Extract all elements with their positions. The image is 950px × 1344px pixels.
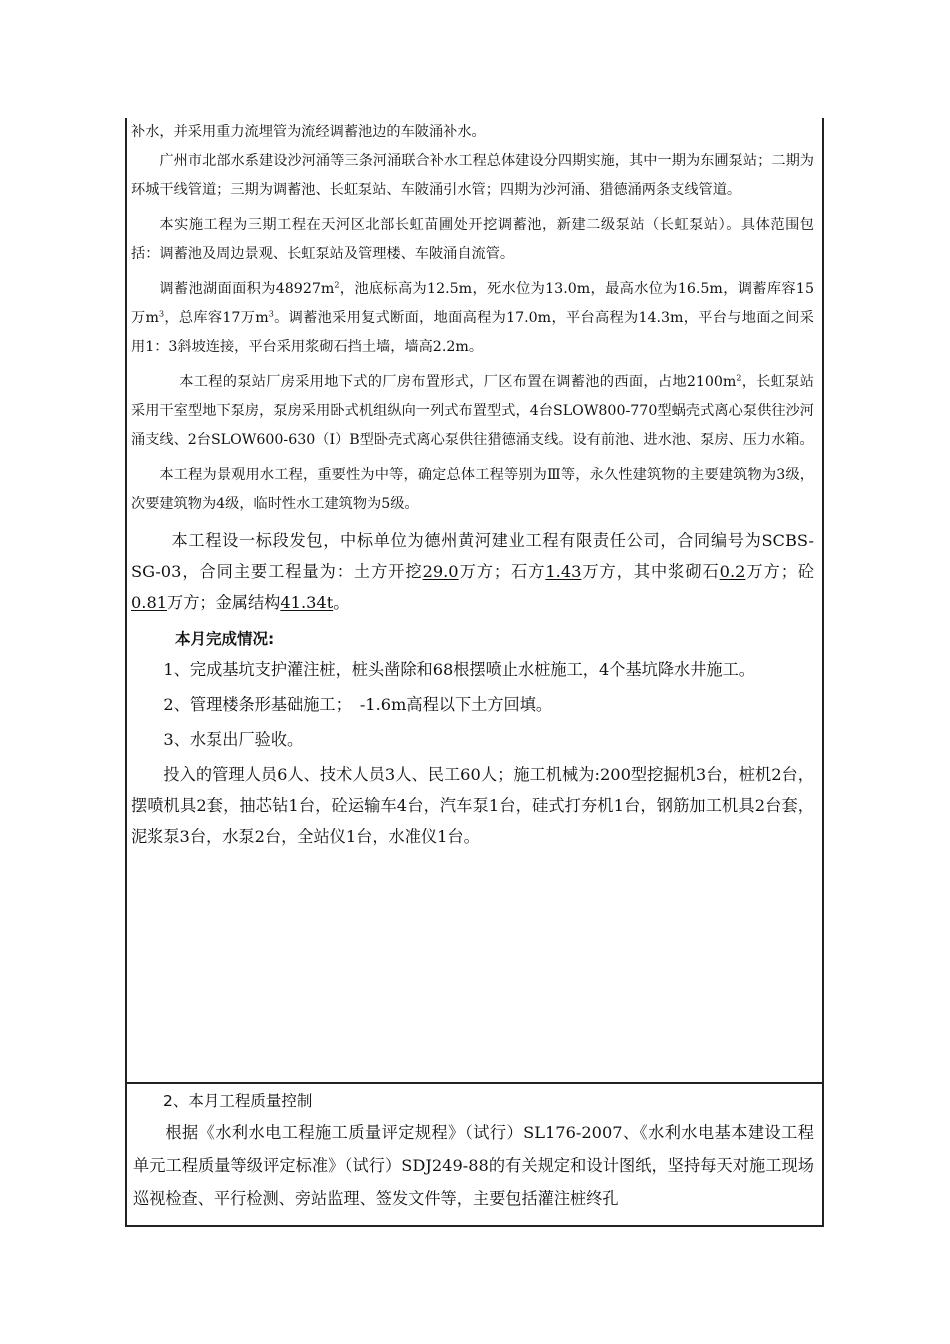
earthwork-value: 29.0 bbox=[422, 562, 459, 581]
quality-paragraph: 根据《水利水电工程施工质量评定规程》（试行）SL176-2007、《水利水电基本建设工程单元工程质量等级评定标准》（试行）SDJ249-88的有关规定和设计图纸，坚持每天对施工现场巡视检查、平行检测、旁站监理、签发文件等，主要包括灌注桩终孔 bbox=[133, 1123, 814, 1208]
stonework-value: 1.43 bbox=[545, 562, 582, 581]
intro-paragraph-5: 本工程为景观用水工程，重要性为中等，确定总体工程等别为Ⅲ等，永久性建筑物的主要建筑物为3级，次要建筑物为4级，临时性水工建筑物为5级。 bbox=[131, 467, 814, 512]
monthly-item-1: 1、完成基坑支护灌注桩，桩头凿除和68根摆喷止水桩施工，4个基坑降水井施工。 bbox=[163, 660, 755, 679]
concrete-value: 0.81 bbox=[131, 593, 168, 612]
monthly-item-2: 2、管理楼条形基础施工； -1.6m高程以下土方回填。 bbox=[163, 695, 553, 714]
intro-paragraph-0: 补水，并采用重力流埋管为流经调蓄池边的车陂涌补水。 bbox=[131, 124, 486, 140]
intro-paragraph-1: 广州市北部水系建设沙河涌等三条河涌联合补水工程总体建设分四期实施，其中一期为东圃泵站；二期为环城干线管道；三期为调蓄池、长虹泵站、车陂涌引水管；四期为沙河涌、猎德涌两条支线管道。 bbox=[131, 153, 814, 198]
intro-paragraph-4: 本工程的泵站厂房采用地下式的厂房布置形式，厂区布置在调蓄池的西面，占地$2100m^2$，长虹泵站采用干室型地下泵房，泵房采用卧式机组纵向一列式布置型式，4台SLOW800-770型蜗壳式离心泵供往沙河涌支线、2台SLOW600-630（Ⅰ）B型卧壳式离心泵供往猎德涌支线。设有前池、进水池、泵房、压力水箱。 bbox=[131, 373, 814, 448]
monthly-heading: 本月完成情况: bbox=[175, 630, 275, 648]
progress-section bbox=[127, 118, 822, 1083]
section-divider bbox=[127, 1082, 822, 1084]
monthly-item-3: 3、水泵出厂验收。 bbox=[163, 730, 304, 749]
quality-section bbox=[127, 1086, 822, 1215]
masonry-value: 0.2 bbox=[719, 562, 746, 581]
metal-structure-value: 41.34t bbox=[280, 593, 334, 612]
quality-title: 2、本月工程质量控制 bbox=[163, 1092, 313, 1110]
resources-paragraph: 投入的管理人员6人、技术人员3人、民工60人；施工机械为:200型挖掘机3台，桩机2台，摆喷机具2套，抽芯钻1台，砼运输车4台，汽车泵1台，硅式打夯机1台，钢筋加工机具2台套，泥浆泵3台，水泵2台，全站仪1台，水准仪1台。 bbox=[131, 765, 814, 846]
contract-paragraph: 本工程设一标段发包，中标单位为德州黄河建业工程有限责任公司，合同编号为SCBS-SG-03，合同主要工程量为：土方开挖29.0万方；石方1.43万方，其中浆砌石0.2万方；砼0.81万方；金属结构41.34t。 bbox=[131, 531, 815, 612]
intro-paragraph-2: 本实施工程为三期工程在天河区北部长虹苗圃处开挖调蓄池，新建二级泵站（长虹泵站）。具体范围包括：调蓄池及周边景观、长虹泵站及管理楼、车陂涌自流管。 bbox=[131, 217, 814, 262]
report-table bbox=[125, 118, 824, 1227]
intro-paragraph-3: 调蓄池湖面面积为$48927m^2$，池底标高为12.5m，死水位为13.0m，最高水位为16.5m，调蓄库容15万$m^3$，总库容17万$m^3$。调蓄池采用复式断面，地面高程为17.0m，平台高程为14.3m，平台与地面之间采用1：3斜坡连接，平台采用浆砌石挡土墙，墙高2.2m。 bbox=[131, 280, 814, 355]
